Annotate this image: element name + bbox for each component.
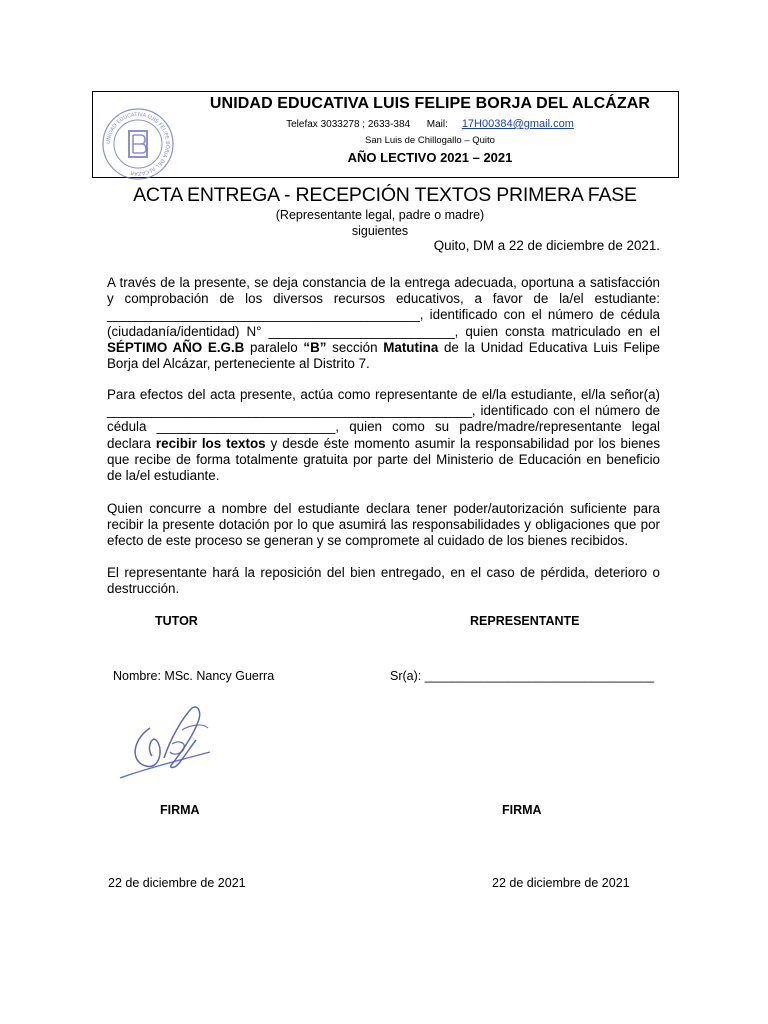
representative-signature-label: FIRMA (502, 803, 542, 817)
subtitle-line-2: siguientes (351, 224, 409, 238)
svg-text:UNIDAD EDUCATIVA LUIS FELIPE B: UNIDAD EDUCATIVA LUIS FELIPE BORJA DEL ALCAZAR (105, 111, 171, 177)
p2-text-b: y desde éste momento asumir la responsabilidad por los bienes que recibe de forma totalmente gratuita por parte del Ministerio de Educación en beneficio de la/el estudiante. (107, 435, 661, 484)
p1-text-b: paralelo (244, 339, 304, 355)
paragraph-4: El representante hará la reposición del bien entregado, en el caso de pérdida, deterioro o destrucción. (107, 565, 660, 597)
document-title: ACTA ENTREGA - RECEPCIÓN TEXTOS PRIMERA FASE (133, 184, 637, 206)
school-name: UNIDAD EDUCATIVA LUIS FELIPE BORJA DEL ALCÁZAR (209, 95, 651, 112)
section-text: Matutina (383, 339, 439, 355)
contact-line (180, 118, 680, 130)
paragraph-2 (107, 387, 660, 484)
representative-label: REPRESENTANTE (470, 614, 580, 628)
place-date: Quito, DM a 22 de diciembre de 2021. (433, 238, 660, 253)
email-link[interactable]: 17H00384@gmail.com (461, 118, 574, 130)
subtitle-line-1: (Representante legal, padre o madre) (275, 208, 485, 222)
tutor-date: 22 de diciembre de 2021 (108, 876, 246, 890)
p1-text-c: sección (326, 339, 384, 355)
receive-texts-text: recibir los textos (155, 435, 266, 451)
subtitle (100, 207, 660, 239)
representative-name-line: Sr(a): _________________________________ (390, 669, 655, 683)
representative-date: 22 de diciembre de 2021 (492, 876, 630, 890)
tutor-handwritten-signature (112, 700, 222, 790)
school-year: AÑO LECTIVO 2021 – 2021 (347, 150, 513, 165)
tutor-label: TUTOR (155, 614, 198, 628)
grade-text: SÉPTIMO AÑO E.G.B (107, 339, 245, 355)
phone-text: Telefax 3033278 ; 2633-384 (286, 119, 411, 130)
parallel-text: “B” (303, 339, 327, 355)
paragraph-1 (107, 275, 660, 372)
address-text: San Luis de Chillogallo – Quito (365, 135, 495, 146)
school-seal-logo (98, 107, 178, 181)
p2-text-a: Para efectos del acta presente, actúa como representante de el/la estudiante, el/la señor(a) _________________________________________________, identificado con el número de cédula ________________________, quien como su padre/madre/representante legal declara (107, 387, 660, 451)
tutor-name: Nombre: MSc. Nancy Guerra (113, 669, 275, 683)
p1-text-a: A través de la presente, se deja constancia de la entrega adecuada, oportuna a satisfacción y comprobación de los diversos recursos educativos, a favor de la/el estudiante: __________________________________________, identificado con el número de cédula (ciudadanía/identidad) N° _________________________, quien consta matriculado en el (107, 275, 660, 339)
tutor-signature-label: FIRMA (160, 803, 200, 817)
mail-label: Mail: (426, 119, 448, 130)
p1-text-d: de la Unidad Educativa Luis Felipe Borja del Alcázar, perteneciente al Distrito 7. (107, 339, 660, 372)
paragraph-3: Quien concurre a nombre del estudiante declara tener poder/autorización suficiente para recibir la presente dotación por lo que asumirá las responsabilidades y obligaciones que por efecto de este proceso se generan y se compromete al cuidado de los bienes recibidos. (107, 501, 660, 549)
